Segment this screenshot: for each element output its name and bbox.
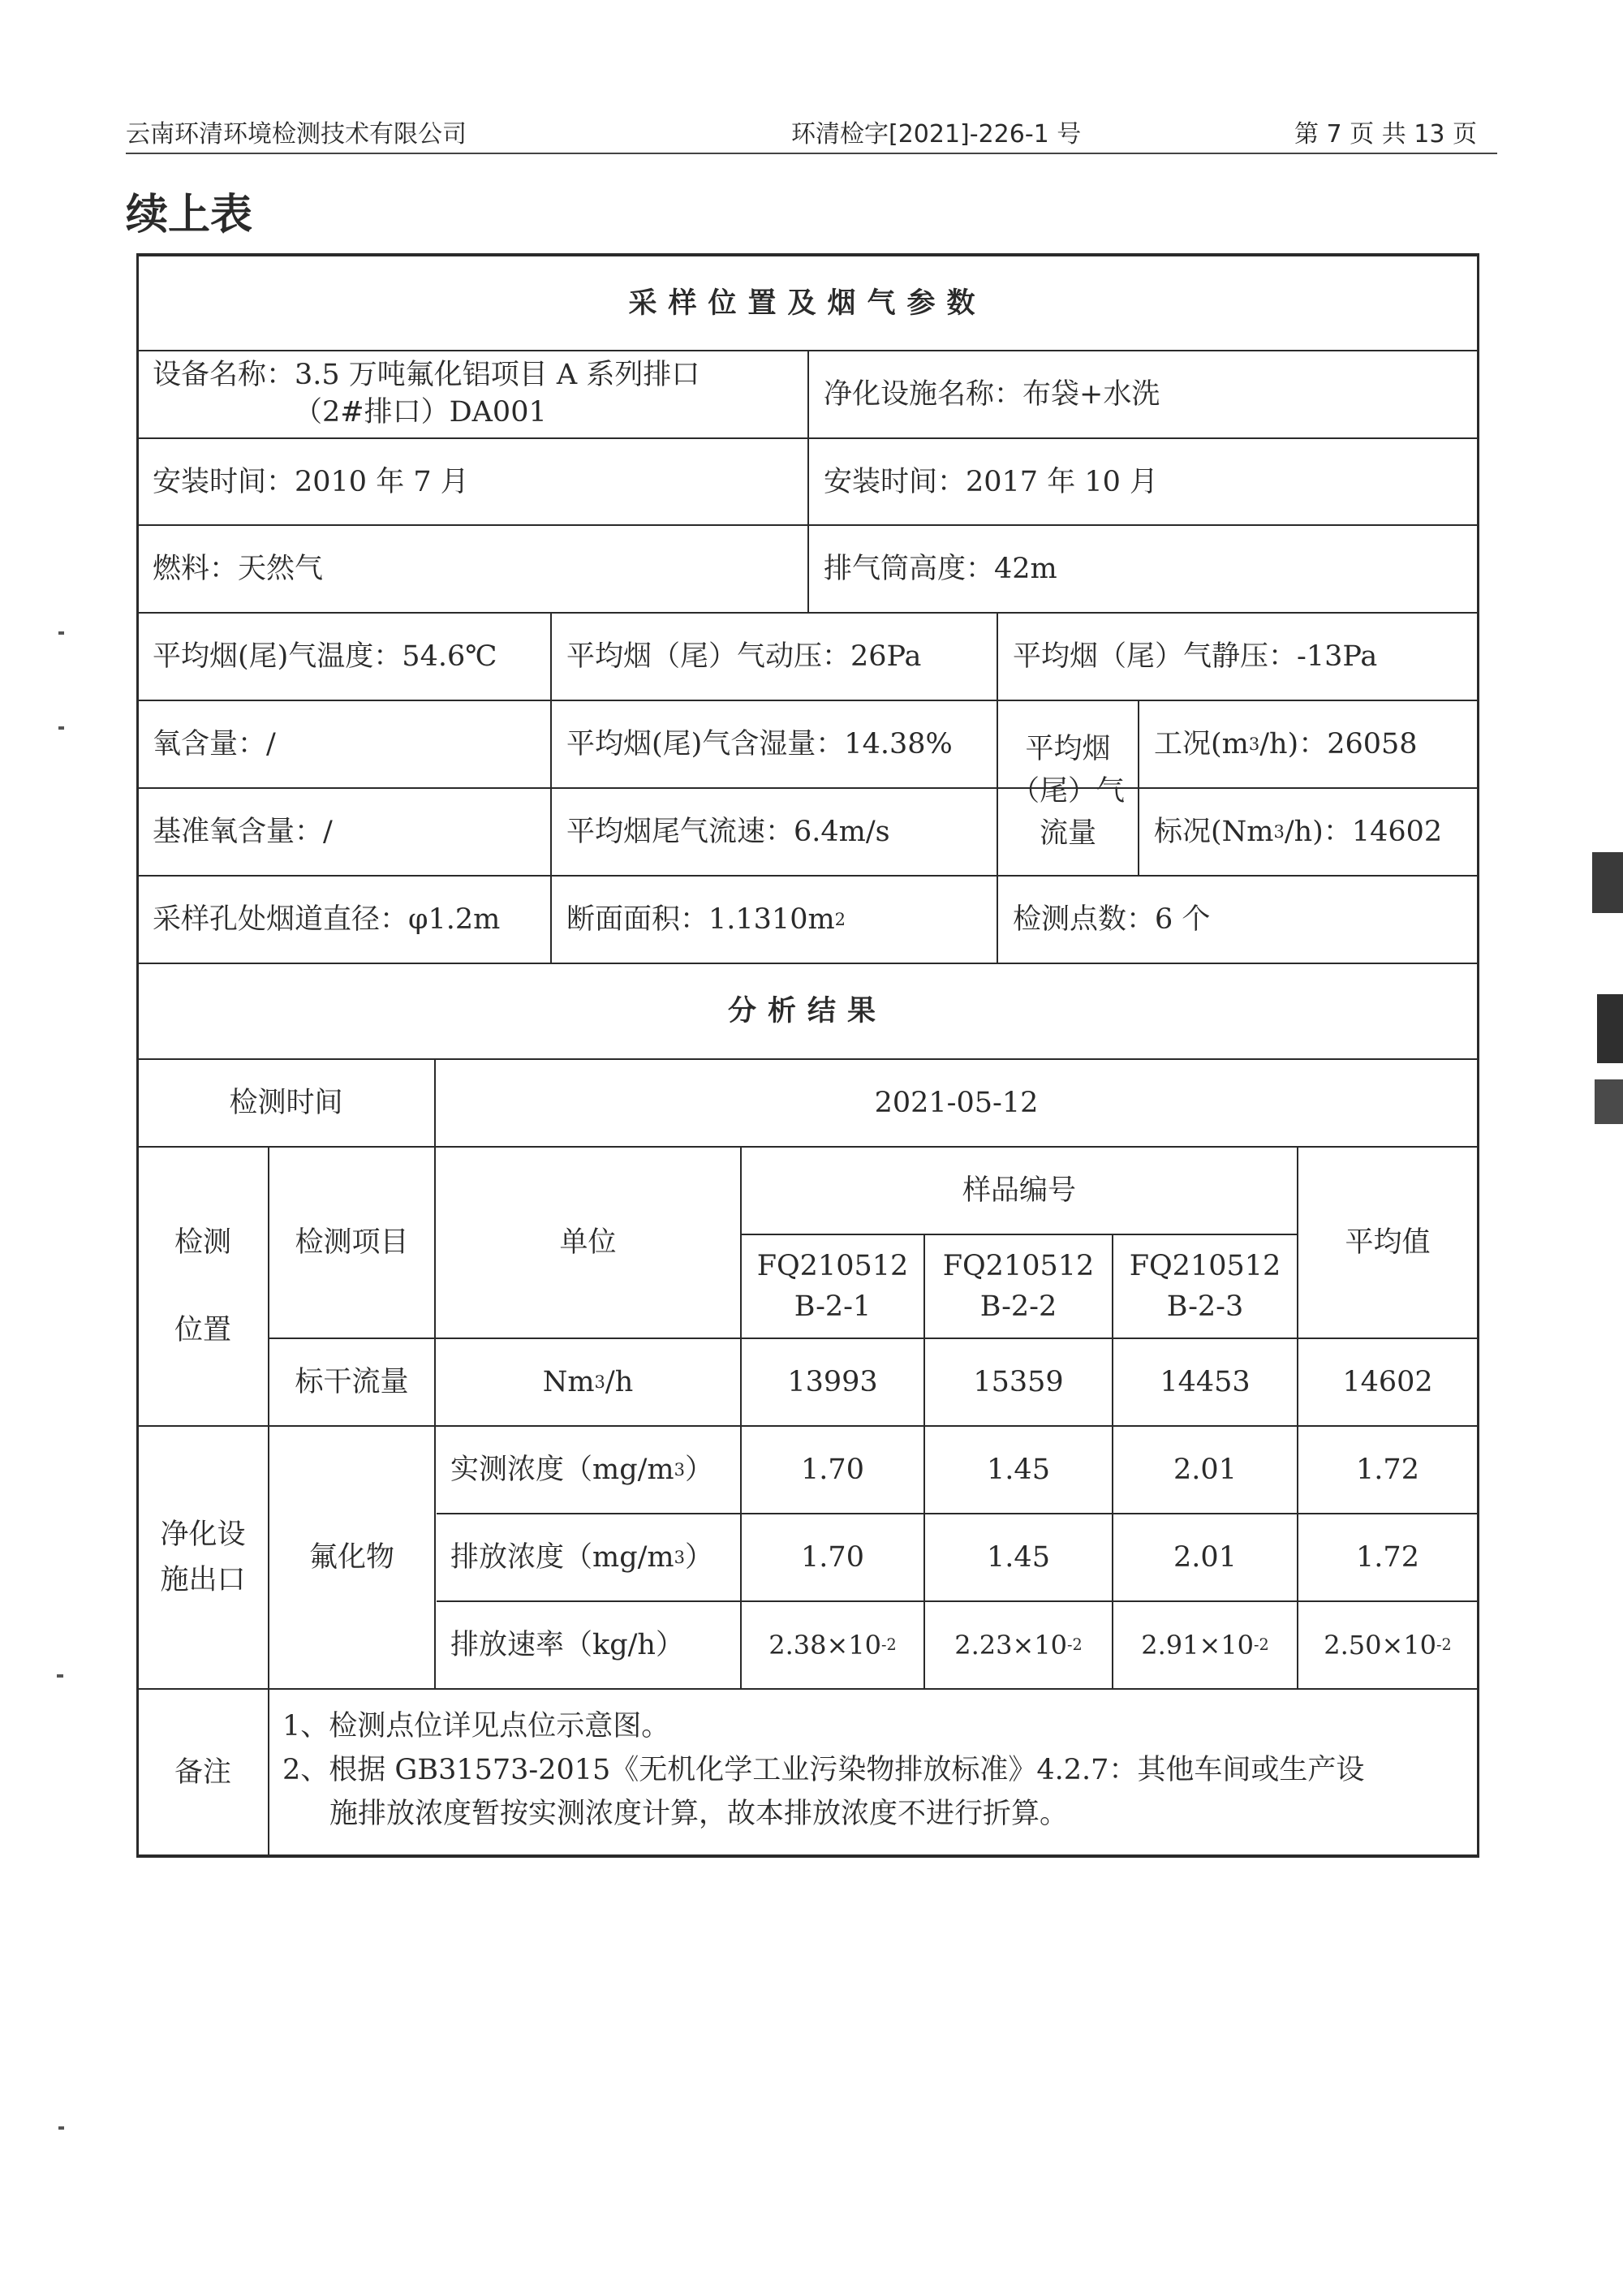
emission-conc-average: 1.72 [1356, 1541, 1419, 1574]
seal-fragment [1592, 852, 1623, 913]
std-flow-unit: Nm 3 /h [542, 1366, 634, 1398]
purification-name: 净化设施名称：布袋+水洗 [824, 378, 1160, 411]
header-company: 云南环清环境检测技术有限公司 [126, 120, 467, 149]
seal-fragment [1597, 994, 1623, 1063]
pollutant-name: 氟化物 [308, 1541, 394, 1574]
header-doc-no: 环清检字[2021]-226-1 号 [791, 120, 1082, 149]
equipment-name: 设备名称：3.5 万吨氟化铝项目 A 系列排口 （2#排口）DA001 [153, 359, 700, 429]
emission-conc-3: 2.01 [1173, 1541, 1237, 1574]
remarks-label: 备注 [174, 1755, 231, 1789]
duct-diameter: 采样孔处烟道直径：φ1.2m [153, 903, 501, 936]
measured-conc-average: 1.72 [1356, 1454, 1419, 1486]
std-flow-average: 14602 [1342, 1366, 1433, 1398]
work-flow: 工况(m 3 /h)：26058 [1154, 728, 1418, 760]
stack-height: 排气筒高度：42m [824, 553, 1057, 585]
base-oxygen: 基准氧含量：/ [153, 816, 333, 848]
average-header: 平均值 [1345, 1226, 1431, 1259]
scan-mark [57, 1674, 63, 1678]
location-header: 检测 位置 [174, 1226, 231, 1346]
emission-rate-label: 排放速率（kg/h） [450, 1629, 684, 1661]
seal-fragment [1595, 1079, 1623, 1124]
std-flow-value-3: 14453 [1160, 1366, 1251, 1398]
avg-static-pressure: 平均烟（尾）气静压：-13Pa [1013, 640, 1378, 673]
test-date: 2021-05-12 [874, 1087, 1039, 1119]
header-rule [126, 153, 1497, 154]
emission-rate-2: 2.23×10 -2 [954, 1630, 1083, 1661]
avg-flow-label: 平均烟（尾）气流量 [1010, 733, 1125, 850]
avg-temperature: 平均烟(尾)气温度：54.6℃ [153, 640, 497, 673]
avg-velocity: 平均烟尾气流速：6.4m/s [566, 816, 890, 848]
emission-rate-1: 2.38×10 -2 [768, 1630, 897, 1661]
location-value: 净化设施出口 [160, 1518, 246, 1596]
emission-rate-average: 2.50×10 -2 [1324, 1630, 1452, 1661]
measured-conc-2: 1.45 [987, 1454, 1050, 1486]
std-flow-value-2: 15359 [973, 1366, 1064, 1398]
sample-no-header: 样品编号 [962, 1174, 1076, 1207]
item-header: 检测项目 [295, 1226, 409, 1259]
sample-id-2: FQ210512 B-2-2 [942, 1250, 1095, 1323]
scan-mark [58, 726, 64, 730]
install-time-right: 安装时间：2017 年 10 月 [824, 465, 1158, 498]
oxygen-content: 氧含量：/ [153, 728, 276, 760]
install-time-left: 安装时间：2010 年 7 月 [153, 465, 469, 498]
sampling-section-title: 采样位置及烟气参数 [628, 286, 987, 320]
avg-moisture: 平均烟(尾)气含湿量：14.38% [566, 728, 953, 760]
sample-id-3: FQ210512 B-2-3 [1129, 1250, 1281, 1323]
point-count: 检测点数：6 个 [1013, 903, 1211, 936]
fuel: 燃料：天然气 [153, 553, 324, 585]
continued-title: 续上表 [126, 191, 253, 239]
standard-flow: 标况(Nm 3 /h)：14602 [1154, 816, 1443, 848]
emission-rate-3: 2.91×10 -2 [1141, 1630, 1269, 1661]
analysis-section-title: 分析结果 [727, 994, 887, 1027]
unit-header: 单位 [559, 1226, 617, 1259]
measured-conc-3: 2.01 [1173, 1454, 1237, 1486]
remarks-text: 1、检测点位详见点位示意图。 2、根据 GB31573-2015《无机化学工业污染物排放标准》4.2.7：其他车间或生产设 施排放浓度暂按实测浓度计算，故本排放浓度不进行折算。 [282, 1710, 1365, 1830]
emission-conc-label: 排放浓度（mg/m 3 ） [450, 1541, 713, 1574]
measured-conc-label: 实测浓度（mg/m 3 ） [450, 1454, 713, 1486]
scan-mark [58, 631, 64, 635]
sample-id-1: FQ210512 B-2-1 [756, 1250, 909, 1323]
test-time-label: 检测时间 [229, 1087, 343, 1119]
section-area: 断面面积：1.1310m 2 [566, 903, 846, 936]
header-page-info: 第 7 页 共 13 页 [1294, 120, 1477, 149]
avg-dynamic-pressure: 平均烟（尾）气动压：26Pa [566, 640, 922, 673]
std-flow-item: 标干流量 [295, 1366, 409, 1398]
std-flow-value-1: 13993 [787, 1366, 878, 1398]
emission-conc-1: 1.70 [801, 1541, 864, 1574]
scan-mark [58, 2126, 64, 2130]
measured-conc-1: 1.70 [801, 1454, 864, 1486]
emission-conc-2: 1.45 [987, 1541, 1050, 1574]
